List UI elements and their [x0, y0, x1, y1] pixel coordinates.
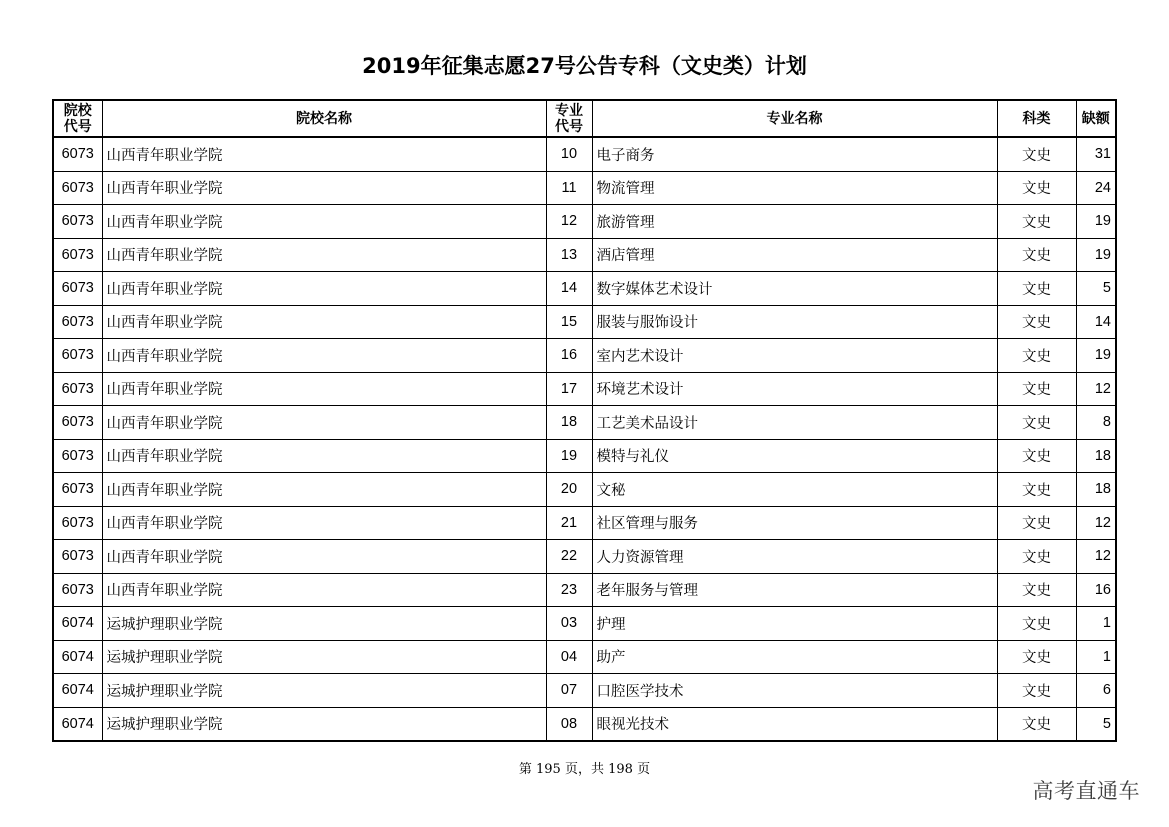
- major-name-cell: 环境艺术设计: [592, 372, 997, 406]
- table-row: [53, 305, 1116, 339]
- vacancies-cell: 19: [1076, 205, 1116, 239]
- school-code-cell: 6073: [53, 506, 102, 540]
- category-cell: 文史: [997, 305, 1076, 339]
- vacancies-cell: 18: [1076, 473, 1116, 507]
- category-cell: 文史: [997, 506, 1076, 540]
- major-code-cell: 04: [546, 640, 592, 674]
- major-name-cell: 数字媒体艺术设计: [592, 272, 997, 306]
- school-code-cell: 6074: [53, 607, 102, 641]
- header-major-code-label: 专业 代号: [555, 102, 583, 135]
- category-cell: 文史: [997, 339, 1076, 373]
- school-code-cell: 6073: [53, 205, 102, 239]
- header-school-code: [53, 100, 102, 137]
- vacancies-cell: 16: [1076, 573, 1116, 607]
- vacancies-cell: 8: [1076, 406, 1116, 440]
- category-cell: 文史: [997, 573, 1076, 607]
- vacancies-cell: 1: [1076, 640, 1116, 674]
- major-name-cell: 电子商务: [592, 137, 997, 171]
- school-name-cell: 运城护理职业学院: [102, 674, 546, 708]
- major-code-cell: 15: [546, 305, 592, 339]
- major-name-cell: 护理: [592, 607, 997, 641]
- school-name-cell: 山西青年职业学院: [102, 137, 546, 171]
- category-cell: 文史: [997, 439, 1076, 473]
- category-cell: 文史: [997, 372, 1076, 406]
- category-cell: 文史: [997, 473, 1076, 507]
- header-school-name-label: 院校名称: [296, 110, 352, 127]
- footer-current-page: 195: [536, 762, 561, 777]
- major-code-cell: 11: [546, 171, 592, 205]
- table-row: [53, 674, 1116, 708]
- school-code-cell: 6073: [53, 305, 102, 339]
- school-name-cell: 山西青年职业学院: [102, 339, 546, 373]
- category-cell: 文史: [997, 205, 1076, 239]
- school-name-cell: 山西青年职业学院: [102, 205, 546, 239]
- major-code-cell: 19: [546, 439, 592, 473]
- school-code-cell: 6073: [53, 540, 102, 574]
- school-name-cell: 山西青年职业学院: [102, 272, 546, 306]
- category-cell: 文史: [997, 137, 1076, 171]
- school-code-cell: 6073: [53, 573, 102, 607]
- school-code-cell: 6074: [53, 674, 102, 708]
- school-code-cell: 6074: [53, 640, 102, 674]
- major-code-cell: 12: [546, 205, 592, 239]
- vacancies-cell: 19: [1076, 238, 1116, 272]
- vacancies-cell: 5: [1076, 707, 1116, 741]
- major-code-cell: 22: [546, 540, 592, 574]
- vacancies-cell: 31: [1076, 137, 1116, 171]
- table-row: [53, 372, 1116, 406]
- table-row: [53, 573, 1116, 607]
- school-name-cell: 山西青年职业学院: [102, 473, 546, 507]
- vacancies-cell: 1: [1076, 607, 1116, 641]
- major-name-cell: 助产: [592, 640, 997, 674]
- header-school-code-label: 院校 代号: [63, 102, 92, 135]
- major-name-cell: 工艺美术品设计: [592, 406, 997, 440]
- major-code-cell: 10: [546, 137, 592, 171]
- school-name-cell: 山西青年职业学院: [102, 573, 546, 607]
- table-body: [53, 137, 1116, 741]
- vacancies-cell: 18: [1076, 439, 1116, 473]
- major-code-cell: 03: [546, 607, 592, 641]
- school-code-cell: 6074: [53, 707, 102, 741]
- major-name-cell: 模特与礼仪: [592, 439, 997, 473]
- school-name-cell: 山西青年职业学院: [102, 406, 546, 440]
- major-name-cell: 社区管理与服务: [592, 506, 997, 540]
- category-cell: 文史: [997, 607, 1076, 641]
- major-name-cell: 物流管理: [592, 171, 997, 205]
- table-row: [53, 339, 1116, 373]
- enrollment-plan-table: [52, 99, 1117, 742]
- table-row: [53, 137, 1116, 171]
- table-row: [53, 506, 1116, 540]
- school-code-cell: 6073: [53, 339, 102, 373]
- category-cell: 文史: [997, 674, 1076, 708]
- table-row: [53, 272, 1116, 306]
- table-row: [53, 607, 1116, 641]
- major-code-cell: 18: [546, 406, 592, 440]
- major-name-cell: 文秘: [592, 473, 997, 507]
- header-vacancies-label: 缺额: [1081, 110, 1110, 127]
- header-major-name-label: 专业名称: [766, 110, 823, 127]
- major-name-cell: 眼视光技术: [592, 707, 997, 741]
- category-cell: 文史: [997, 707, 1076, 741]
- school-name-cell: 山西青年职业学院: [102, 540, 546, 574]
- category-cell: 文史: [997, 640, 1076, 674]
- header-major-code: [546, 100, 592, 137]
- major-code-cell: 23: [546, 573, 592, 607]
- header-vacancies: [1076, 100, 1116, 137]
- school-name-cell: 山西青年职业学院: [102, 238, 546, 272]
- vacancies-cell: 5: [1076, 272, 1116, 306]
- major-code-cell: 20: [546, 473, 592, 507]
- school-name-cell: 运城护理职业学院: [102, 607, 546, 641]
- table-row: [53, 640, 1116, 674]
- header-major-name: [592, 100, 997, 137]
- school-code-cell: 6073: [53, 372, 102, 406]
- document-title: 2019年征集志愿27号公告专科（文史类）计划: [362, 54, 807, 78]
- major-code-cell: 16: [546, 339, 592, 373]
- table-row: [53, 707, 1116, 741]
- header-row: [53, 100, 1116, 137]
- school-code-cell: 6073: [53, 171, 102, 205]
- category-cell: 文史: [997, 171, 1076, 205]
- vacancies-cell: 6: [1076, 674, 1116, 708]
- footer-middle: 页，共: [564, 762, 604, 777]
- table-row: [53, 205, 1116, 239]
- header-category: [997, 100, 1076, 137]
- vacancies-cell: 19: [1076, 339, 1116, 373]
- table-row: [53, 439, 1116, 473]
- school-code-cell: 6073: [53, 238, 102, 272]
- watermark-logo: 高考直通车: [1032, 779, 1140, 803]
- major-name-cell: 室内艺术设计: [592, 339, 997, 373]
- school-name-cell: 山西青年职业学院: [102, 171, 546, 205]
- table-header: [53, 100, 1116, 137]
- table-row: [53, 473, 1116, 507]
- major-name-cell: 旅游管理: [592, 205, 997, 239]
- major-name-cell: 服装与服饰设计: [592, 305, 997, 339]
- major-code-cell: 07: [546, 674, 592, 708]
- major-code-cell: 14: [546, 272, 592, 306]
- category-cell: 文史: [997, 406, 1076, 440]
- major-name-cell: 口腔医学技术: [592, 674, 997, 708]
- major-code-cell: 17: [546, 372, 592, 406]
- school-code-cell: 6073: [53, 137, 102, 171]
- school-name-cell: 山西青年职业学院: [102, 439, 546, 473]
- school-code-cell: 6073: [53, 473, 102, 507]
- category-cell: 文史: [997, 540, 1076, 574]
- vacancies-cell: 24: [1076, 171, 1116, 205]
- school-name-cell: 山西青年职业学院: [102, 506, 546, 540]
- footer-total-pages: 198: [608, 762, 633, 777]
- header-category-label: 科类: [1022, 110, 1051, 127]
- major-code-cell: 21: [546, 506, 592, 540]
- school-name-cell: 运城护理职业学院: [102, 707, 546, 741]
- vacancies-cell: 12: [1076, 506, 1116, 540]
- header-school-name: [102, 100, 546, 137]
- vacancies-cell: 14: [1076, 305, 1116, 339]
- footer-prefix: 第: [518, 762, 532, 777]
- vacancies-cell: 12: [1076, 540, 1116, 574]
- school-name-cell: 山西青年职业学院: [102, 372, 546, 406]
- school-name-cell: 运城护理职业学院: [102, 640, 546, 674]
- footer-suffix: 页: [637, 762, 651, 777]
- category-cell: 文史: [997, 238, 1076, 272]
- vacancies-cell: 12: [1076, 372, 1116, 406]
- major-name-cell: 酒店管理: [592, 238, 997, 272]
- major-code-cell: 08: [546, 707, 592, 741]
- category-cell: 文史: [997, 272, 1076, 306]
- page-footer: [0, 758, 1169, 777]
- major-code-cell: 13: [546, 238, 592, 272]
- school-code-cell: 6073: [53, 406, 102, 440]
- table-row: [53, 540, 1116, 574]
- table-row: [53, 171, 1116, 205]
- school-code-cell: 6073: [53, 439, 102, 473]
- table-row: [53, 238, 1116, 272]
- major-name-cell: 人力资源管理: [592, 540, 997, 574]
- school-code-cell: 6073: [53, 272, 102, 306]
- table-row: [53, 406, 1116, 440]
- major-name-cell: 老年服务与管理: [592, 573, 997, 607]
- school-name-cell: 山西青年职业学院: [102, 305, 546, 339]
